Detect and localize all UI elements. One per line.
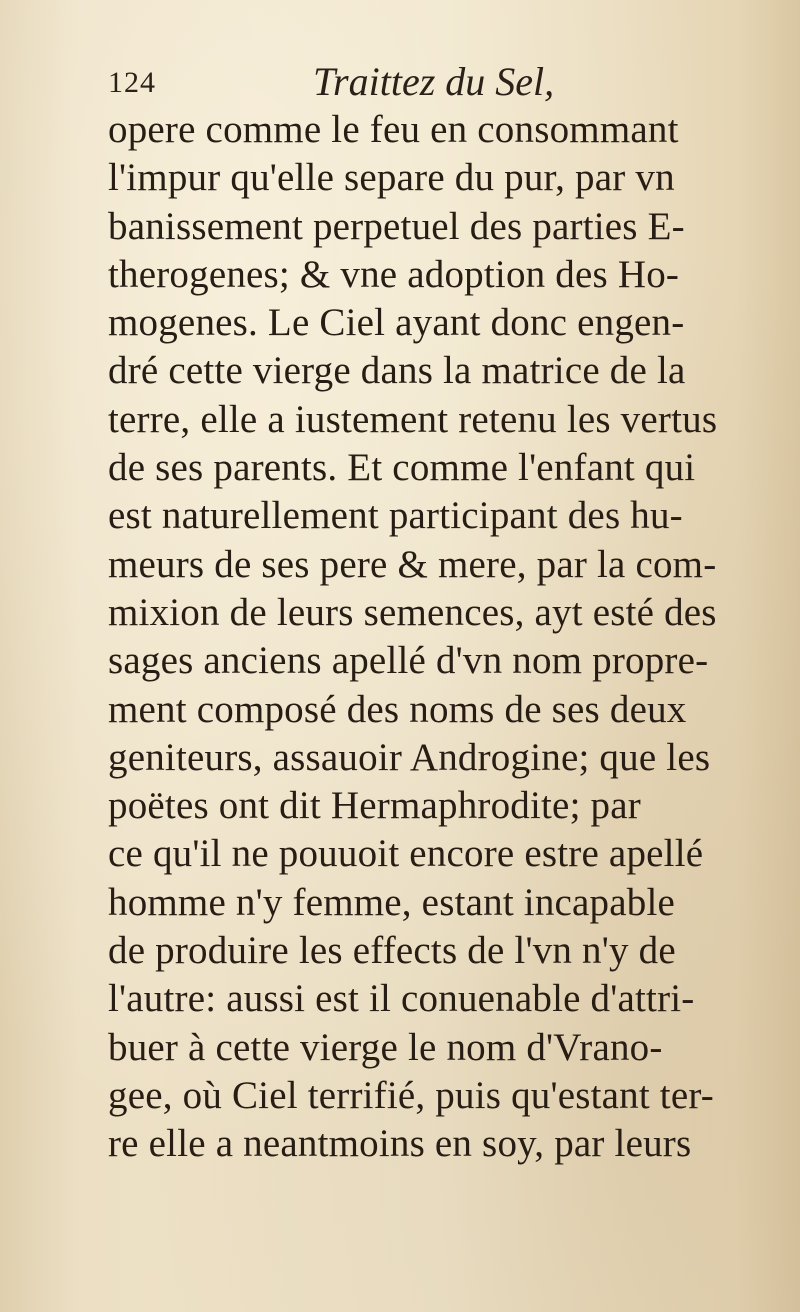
text-line: therogenes; & vne adoption des Ho-	[108, 252, 680, 296]
text-line: de ses parents. Et comme l'enfant qui	[108, 446, 696, 490]
page-header	[108, 58, 668, 108]
text-line: banissement perpetuel des parties E-	[108, 204, 685, 248]
text-line: buer à cette vierge le nom d'Vrano-	[108, 1025, 663, 1069]
text-line: est naturellement participant des hu-	[108, 494, 683, 538]
text-line: l'autre: aussi est il conuenable d'attri-	[108, 977, 695, 1021]
text-line: sages anciens apellé d'vn nom propre-	[108, 639, 709, 683]
text-line: homme n'y femme, estant incapable	[108, 880, 676, 924]
text-line: l'impur qu'elle separe du pur, par vn	[108, 156, 675, 200]
running-title: Traittez du Sel,	[313, 59, 555, 104]
text-line: gee, où Ciel terrifié, puis qu'estant ter-	[108, 1073, 714, 1117]
text-line: de produire les effects de l'vn n'y de	[108, 929, 676, 973]
text-line: dré cette vierge dans la matrice de la	[108, 349, 686, 393]
text-line: geniteurs, assauoir Androgine; que les	[108, 735, 711, 779]
text-line: ment composé des noms de ses deux	[108, 687, 687, 731]
text-line: ce qu'il ne pouuoit encore estre apellé	[108, 832, 704, 876]
text-line: terre, elle a iustement retenu les vertus	[108, 397, 718, 441]
body-text	[108, 106, 748, 1169]
text-line: mogenes. Le Ciel ayant donc engen-	[108, 301, 685, 345]
text-line: re elle a neantmoins en soy, par leurs	[108, 1122, 692, 1166]
text-line: mixion de leurs semences, ayt esté des	[108, 590, 717, 634]
text-line: poëtes ont dit Hermaphrodite; par	[108, 784, 641, 828]
page-number: 124	[108, 66, 156, 99]
text-line: meurs de ses pere & mere, par la com-	[108, 542, 717, 586]
text-line: opere comme le feu en consommant	[108, 108, 679, 151]
